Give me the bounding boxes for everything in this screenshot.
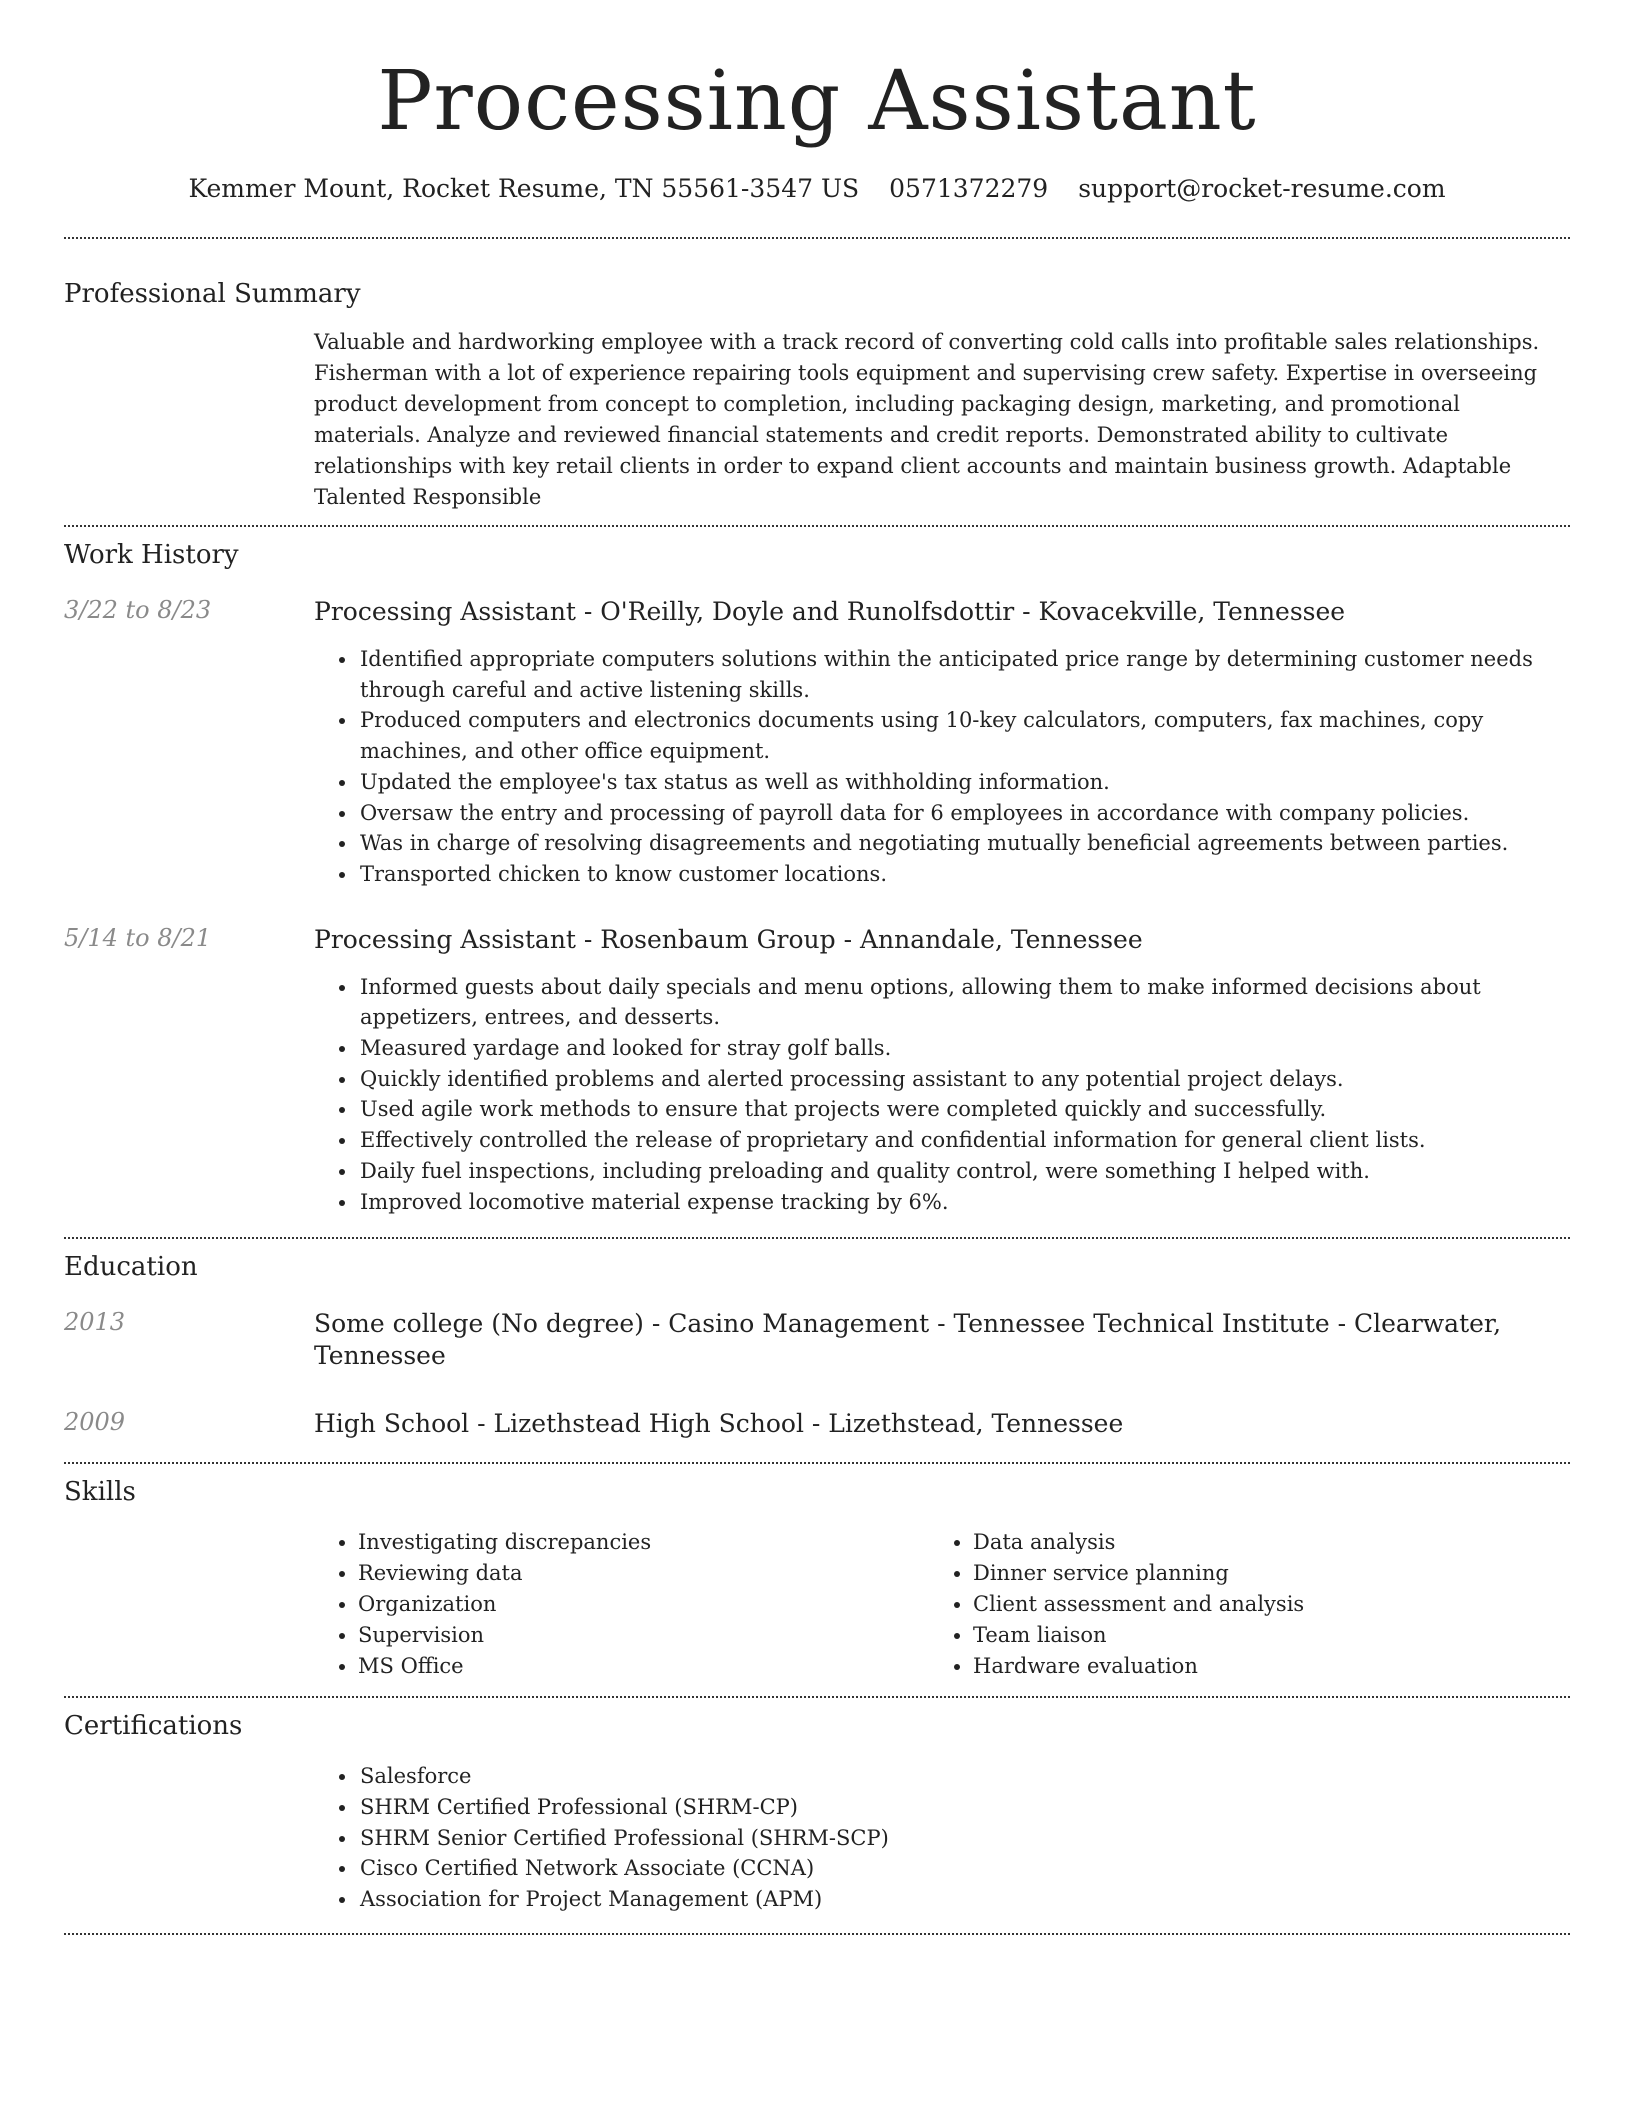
section-title-certifications: Certifications xyxy=(64,1711,243,1742)
divider xyxy=(64,237,1570,239)
job-details: - O'Reilly, Doyle and Runolfsdottir - Kovacekville, Tennessee xyxy=(575,597,1346,626)
skills-section xyxy=(64,1477,1570,1682)
list-item: • Daily fuel inspections, including preloading and quality control, were something I helped with. xyxy=(358,1156,1570,1187)
resume-header xyxy=(64,0,1570,203)
skills-column-2 xyxy=(973,1527,1544,1682)
job-heading xyxy=(314,924,1570,956)
job-role: Processing Assistant xyxy=(314,597,576,626)
section-title-skills: Skills xyxy=(64,1477,136,1508)
job-bullets xyxy=(358,972,1570,1218)
education-details: - Tennessee Technical Institute - Clearwater, Tennessee xyxy=(314,1309,1502,1371)
education-section xyxy=(64,1252,1570,1440)
job-entry xyxy=(64,596,1570,890)
list-item: • Organization xyxy=(358,1589,929,1620)
list-item: • Quickly identified problems and alerted processing assistant to any potential project delays. xyxy=(358,1064,1570,1095)
job-dates: 3/22 to 8/23 xyxy=(64,596,212,624)
phone-text: 0571372279 xyxy=(889,174,1049,203)
list-item: • Supervision xyxy=(358,1620,929,1651)
section-title-summary: Professional Summary xyxy=(64,279,361,309)
education-heading xyxy=(314,1408,1570,1440)
section-title-education: Education xyxy=(64,1252,198,1283)
email-link[interactable]: support@rocket-resume.com xyxy=(1078,174,1446,203)
resume-page xyxy=(64,0,1570,1935)
education-entry xyxy=(64,1308,1570,1372)
education-degree: Some college (No degree) - Casino Management xyxy=(314,1309,930,1339)
education-year: 2009 xyxy=(64,1408,126,1437)
summary-text: Valuable and hardworking employee with a track record of converting cold calls into profitable sales relationships. Fisherman with a lot of experience repairing tools equipment and supervising crew safety. Expertise in overseeing product development from concept to completion, including packaging design, marketing, and promotional materials. Analyze and reviewed financial statements and credit reports. Demonstrated ability to cultivate relationships with key retail clients in order to expand client accounts and maintain business growth. Adaptable Talented Responsible xyxy=(314,330,1540,509)
education-degree: High School xyxy=(314,1409,470,1439)
job-details: - Rosenbaum Group - Annandale, Tennessee xyxy=(575,924,1143,954)
section-title-work: Work History xyxy=(64,540,239,570)
list-item: • Salesforce xyxy=(358,1761,1570,1792)
divider xyxy=(64,1933,1570,1935)
list-item: • Informed guests about daily specials and menu options, allowing them to make informed decisions about appetizers, entrees, and desserts. xyxy=(358,972,1570,1033)
job-entry xyxy=(64,924,1570,1218)
education-heading xyxy=(314,1308,1570,1372)
divider xyxy=(64,1696,1570,1698)
candidate-name: Processing Assistant xyxy=(377,54,1257,149)
list-item: • Association for Project Management (APM) xyxy=(358,1884,1570,1915)
list-item: • Measured yardage and looked for stray golf balls. xyxy=(358,1033,1570,1064)
work-history-section xyxy=(64,540,1570,1217)
address-text: Kemmer Mount, Rocket Resume, TN 55561-3547 US xyxy=(188,174,860,203)
list-item: • SHRM Certified Professional (SHRM-CP) xyxy=(358,1792,1570,1823)
list-item: • Effectively controlled the release of proprietary and confidential information for general client lists. xyxy=(358,1125,1570,1156)
skills-grid xyxy=(314,1527,1570,1682)
list-item: • Was in charge of resolving disagreements and negotiating mutually beneficial agreements between parties. xyxy=(358,828,1570,859)
list-item: • Identified appropriate computers solutions within the anticipated price range by determining customer needs through careful and active listening skills. xyxy=(358,644,1570,705)
list-item: • Transported chicken to know customer locations. xyxy=(358,859,1570,890)
list-item: • Oversaw the entry and processing of payroll data for 6 employees in accordance with company policies. xyxy=(358,798,1570,829)
list-item: • Client assessment and analysis xyxy=(973,1589,1544,1620)
divider xyxy=(64,1237,1570,1239)
job-role: Processing Assistant xyxy=(314,924,576,954)
job-heading xyxy=(314,596,1570,628)
list-item: • Data analysis xyxy=(973,1527,1544,1558)
list-item: • Investigating discrepancies xyxy=(358,1527,929,1558)
list-item: • Produced computers and electronics documents using 10-key calculators, computers, fax machines, copy machines, and other office equipment. xyxy=(358,705,1570,766)
list-item: • Updated the employee's tax status as well as withholding information. xyxy=(358,767,1570,798)
education-details: - Lizethstead High School - Lizethstead, Tennessee xyxy=(469,1409,1124,1439)
job-dates: 5/14 to 8/21 xyxy=(64,923,212,952)
list-item: • SHRM Senior Certified Professional (SHRM-SCP) xyxy=(358,1823,1570,1854)
list-item: • Improved locomotive material expense tracking by 6%. xyxy=(358,1187,1570,1218)
divider xyxy=(64,1462,1570,1464)
education-entry xyxy=(64,1408,1570,1440)
list-item: • MS Office xyxy=(358,1651,929,1682)
job-bullets xyxy=(358,644,1570,890)
education-year: 2013 xyxy=(64,1308,126,1337)
certifications-section xyxy=(64,1711,1570,1915)
list-item: • Used agile work methods to ensure that projects were completed quickly and successfully. xyxy=(358,1094,1570,1125)
list-item: • Cisco Certified Network Associate (CCNA) xyxy=(358,1853,1570,1884)
list-item: • Team liaison xyxy=(973,1620,1544,1651)
skills-column-1 xyxy=(358,1527,929,1682)
list-item: • Hardware evaluation xyxy=(973,1651,1544,1682)
certifications-list xyxy=(358,1761,1570,1915)
list-item: • Dinner service planning xyxy=(973,1558,1544,1589)
divider xyxy=(64,525,1570,527)
summary-section xyxy=(64,279,1570,513)
contact-line xyxy=(64,174,1570,203)
list-item: • Reviewing data xyxy=(358,1558,929,1589)
